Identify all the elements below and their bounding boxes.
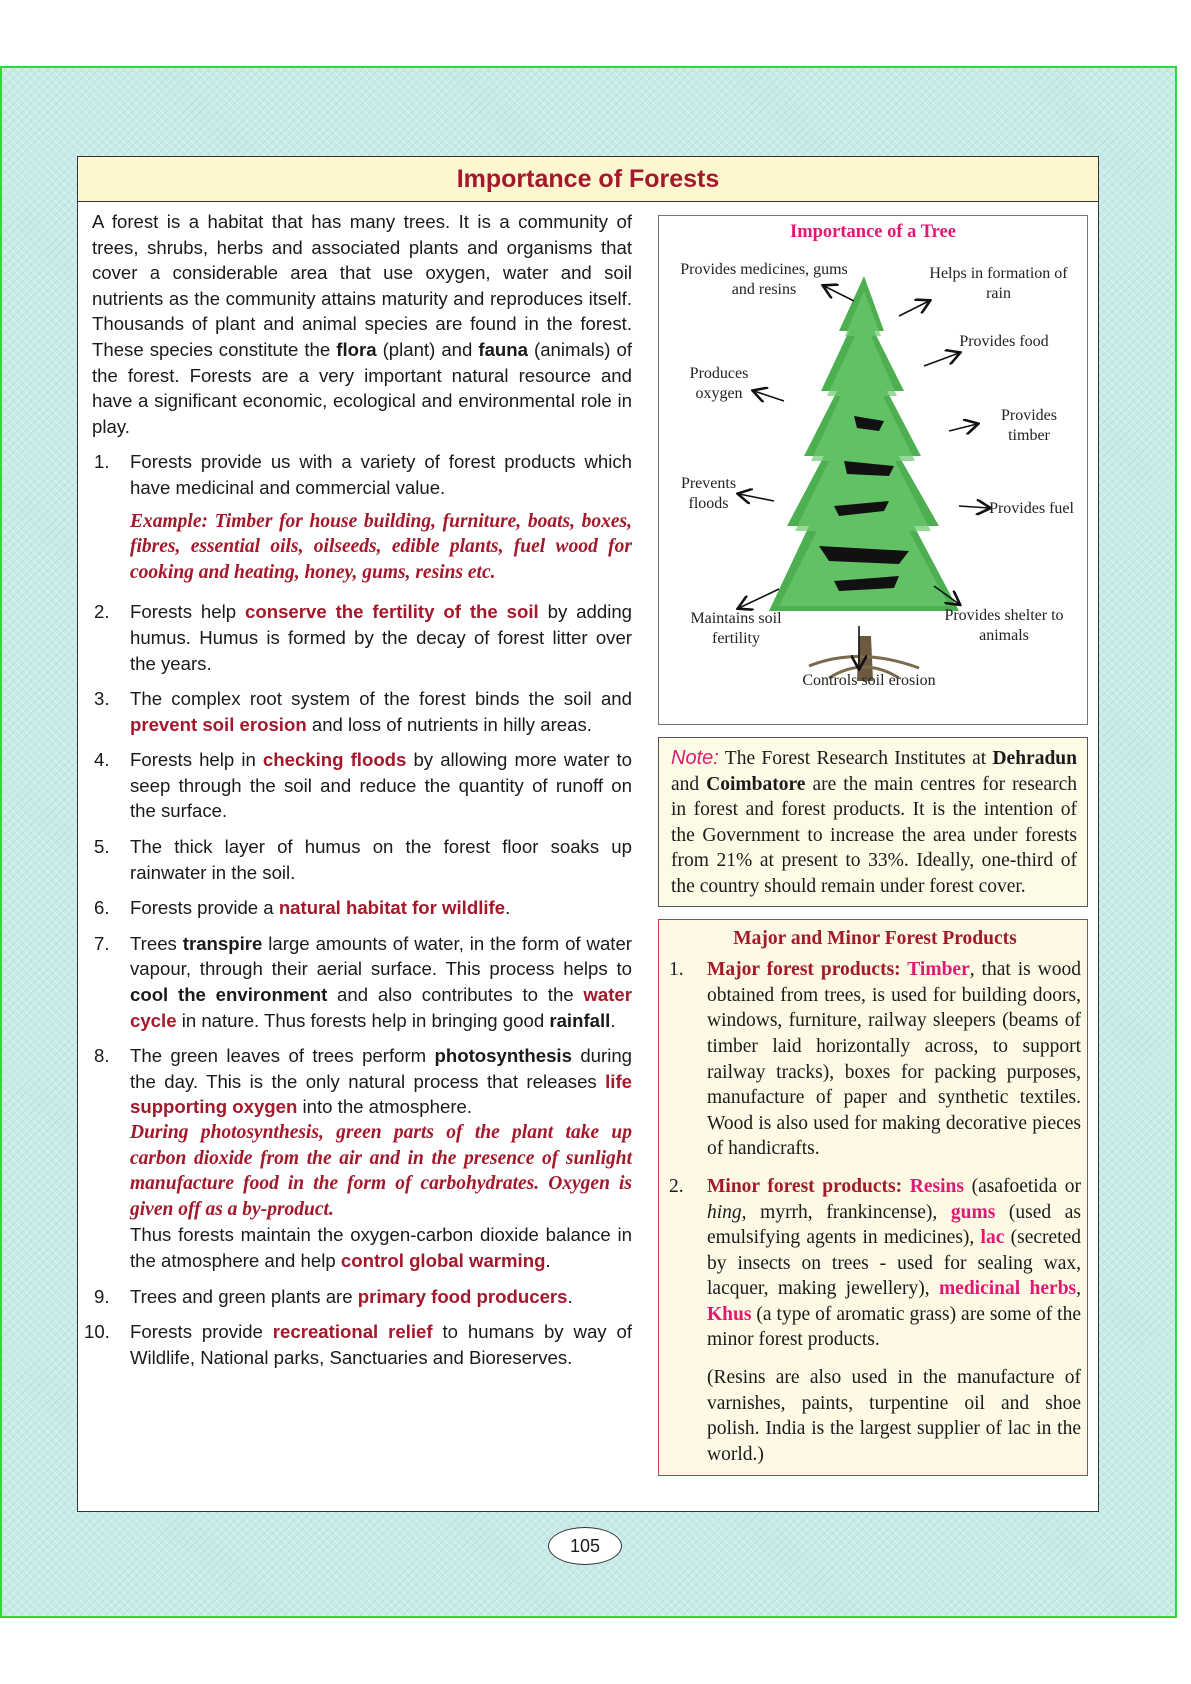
forest-products-box <box>658 919 1088 1477</box>
note-box: Note: The Forest Research Institutes at Dehradun and Coimbatore are the main centres for research in forest and forest products. It is the intention of the Government to increase the area under forests from 21% at present to 33%. Ideally, one-third of the country should remain under forest cover. <box>658 737 1088 907</box>
term-flora: flora <box>336 338 377 360</box>
page-number: 105 <box>548 1527 622 1565</box>
label-erosion: Controls soil erosion <box>802 672 936 689</box>
intro-paragraph: A forest is a habitat that has many trees. It is a community of trees, shrubs, herbs and associated plants and organisms that cover a considerable area that use oxygen, water and soil nutrients as the community attains maturity and reproduces itself. Thousands of plant and animal species are found in the forest. These species constitute the flora (plant) and fauna (animals) of the forest. Forests are a very important natural resource and have a significant economic, ecological and environmental role in play. <box>92 211 632 437</box>
importance-list <box>84 449 633 1370</box>
page-title: Importance of Forests <box>78 157 1098 202</box>
list-item: 8. The green leaves of trees perform photosynthesis during the day. This is the only natural process that releases life supporting oxygen into the atmosphere. During photosynthesis, green parts of the plant take up carbon dioxide from the air and in the presence of sunlight manufacture food in the form of carbohydrates. Oxygen is given off as a by-product. Thus forests maintain the oxygen-carbon dioxide balance in the atmosphere and help control global warming. <box>94 1045 633 1271</box>
product-item-minor: 2. Minor forest products: Resins (asafoetida or hing, myrrh, frankincense), gums (used as emulsifying agents in medicines), lac (secreted by insects on trees - used for sealing wax, lacquer, making jewellery), medicinal herbs, Khus (a type of aromatic grass) are some of the minor forest products. <box>669 1175 1081 1351</box>
label-floods: Prevents floods <box>680 475 737 512</box>
products-title: Major and Minor Forest Products <box>733 927 1017 949</box>
content-box <box>77 156 1099 1512</box>
note-label: Note: <box>671 747 719 769</box>
label-soil: Maintains soil fertility <box>690 610 782 647</box>
list-item: 1. Forests provide us with a variety of forest products which have medicinal and commercial value. Example: Timber for house building, furniture, boats, boxes, fibres, essential oils, oilseeds, edible plants, fuel wood for cooking and heating, honey, gums, resins etc. <box>92 449 632 589</box>
right-column <box>658 215 1088 1476</box>
left-column <box>84 209 633 1380</box>
label-timber: Provides timber <box>1001 407 1057 444</box>
product-item-major: 1. Major forest products: Timber, that is wood obtained from trees, is used for building doors, windows, furniture, railway sleepers (beams of timber laid horizontally across, to support railway tracks), boxes for packing purposes, manufacture of paper and synthetic textiles. Wood is also used for making decorative pieces of handicrafts. <box>669 959 1081 1160</box>
label-oxygen: Produces oxygen <box>689 365 749 402</box>
list-item: 6. Forests provide a natural habitat for wildlife. <box>94 897 511 919</box>
label-shelter: Provides shelter to animals <box>944 607 1064 644</box>
tree-diagram-title: Importance of a Tree <box>790 222 956 242</box>
label-rain: Helps in formation of rain <box>929 265 1068 302</box>
example-text: Example: Timber for house building, furniture, boats, boxes, fibres, essential oils, oilseeds, edible plants, fuel wood for cooking and heating, honey, gums, resins etc. <box>130 510 632 583</box>
list-item: 2. Forests help conserve the fertility of the soil by adding humus. Humus is formed by the decay of forest litter over the years. <box>94 601 633 674</box>
list-item: 9. Trees and green plants are primary food producers. <box>94 1285 573 1307</box>
list-item: 5. The thick layer of humus on the forest floor soaks up rainwater in the soil. <box>94 836 632 883</box>
tree-diagram <box>658 215 1088 725</box>
resins-note: (Resins are also used in the manufacture of varnishes, paints, turpentine oil and shoe polish. India is the largest supplier of lac in the world.) <box>707 1367 1081 1465</box>
term-fauna: fauna <box>478 338 528 360</box>
list-item: 7. Trees transpire large amounts of water, in the form of water vapour, through their aerial surface. This process helps to cool the environment and also contributes to the water cycle in nature. Thus forests help in bringing good rainfall. <box>94 932 632 1031</box>
list-item: 10. Forests provide recreational relief to humans by way of Wildlife, National parks, Sanctuaries and Bioreserves. <box>84 1321 632 1368</box>
list-item: 3. The complex root system of the forest binds the soil and prevent soil erosion and loss of nutrients in hilly areas. <box>94 688 632 735</box>
photosynthesis-note: During photosynthesis, green parts of the plant take up carbon dioxide from the air and in the presence of sunlight manufacture food in the form of carbohydrates. Oxygen is given off as a by-product. <box>130 1122 632 1220</box>
label-fuel: Provides fuel <box>989 500 1074 517</box>
list-item: 4. Forests help in checking floods by allowing more water to seep through the soil and reduce the quantity of runoff on the surface. <box>94 749 632 822</box>
label-medicines: Provides medicines, gums and resins <box>680 261 848 298</box>
label-food: Provides food <box>959 333 1049 350</box>
